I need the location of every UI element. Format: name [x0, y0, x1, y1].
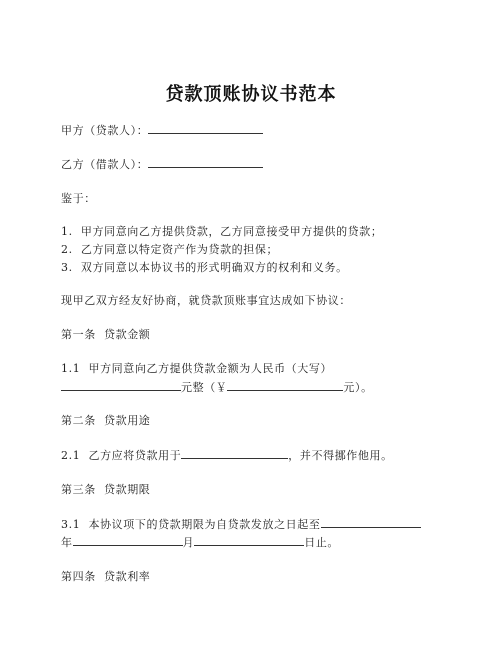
loan-purpose-blank[interactable]: [181, 448, 288, 459]
article-3-clause-line-2: [61, 535, 339, 550]
party-a-blank[interactable]: [148, 123, 263, 134]
party-b-blank[interactable]: [148, 157, 263, 168]
article-4-heading: 第四条 贷款利率: [61, 570, 151, 583]
article-2-heading: 第二条 贷款用途: [61, 414, 151, 427]
article-1-clause-line-1: 1.1 甲方同意向乙方提供贷款金额为人民币（大写）: [61, 362, 333, 375]
whereas-item-1: 1. 甲方同意向乙方提供贷款，乙方同意接受甲方提供的贷款；: [61, 225, 383, 238]
party-a-label: 甲方（贷款人）：: [61, 124, 149, 137]
year-label: 年: [61, 536, 73, 549]
end-month-blank[interactable]: [73, 535, 183, 546]
article-1-clause-line-2: [61, 380, 373, 395]
amount-words-blank[interactable]: [61, 380, 181, 391]
article-3-heading: 第三条 贷款期限: [61, 483, 151, 496]
whereas-item-2: 2. 乙方同意以特定资产作为贷款的担保；: [61, 243, 279, 256]
party-a-line: [61, 123, 263, 138]
party-b-label: 乙方（借款人）：: [61, 158, 149, 171]
article-2-clause: [61, 448, 393, 463]
end-day-blank[interactable]: [194, 535, 304, 546]
article-2-clause-end: ，并不得挪作他用。: [288, 449, 393, 462]
article-3-clause-line-1-text: 3.1 本协议项下的贷款期限为自贷款发放之日起至: [61, 518, 321, 531]
article-2-clause-start: 2.1 乙方应将贷款用于: [61, 449, 182, 462]
article-1-clause-end: 元）。: [343, 381, 373, 394]
whereas-item-3: 3. 双方同意以本协议书的形式明确双方的权利和义务。: [61, 261, 348, 274]
document-title: 贷款顶账协议书范本: [165, 84, 337, 105]
day-label: 日止。: [304, 536, 340, 549]
whereas-heading: 鉴于：: [61, 192, 96, 205]
article-1-clause-mid: 元整（￥: [181, 381, 228, 394]
article-1-heading: 第一条 贷款金额: [61, 328, 151, 341]
end-year-blank[interactable]: [321, 517, 421, 528]
month-label: 月: [182, 536, 195, 549]
intro-text: 现甲乙双方经友好协商，就贷款顶账事宜达成如下协议：: [61, 294, 351, 307]
article-3-clause-line-1: [61, 517, 421, 532]
amount-number-blank[interactable]: [227, 380, 343, 391]
party-b-line: [61, 157, 263, 172]
